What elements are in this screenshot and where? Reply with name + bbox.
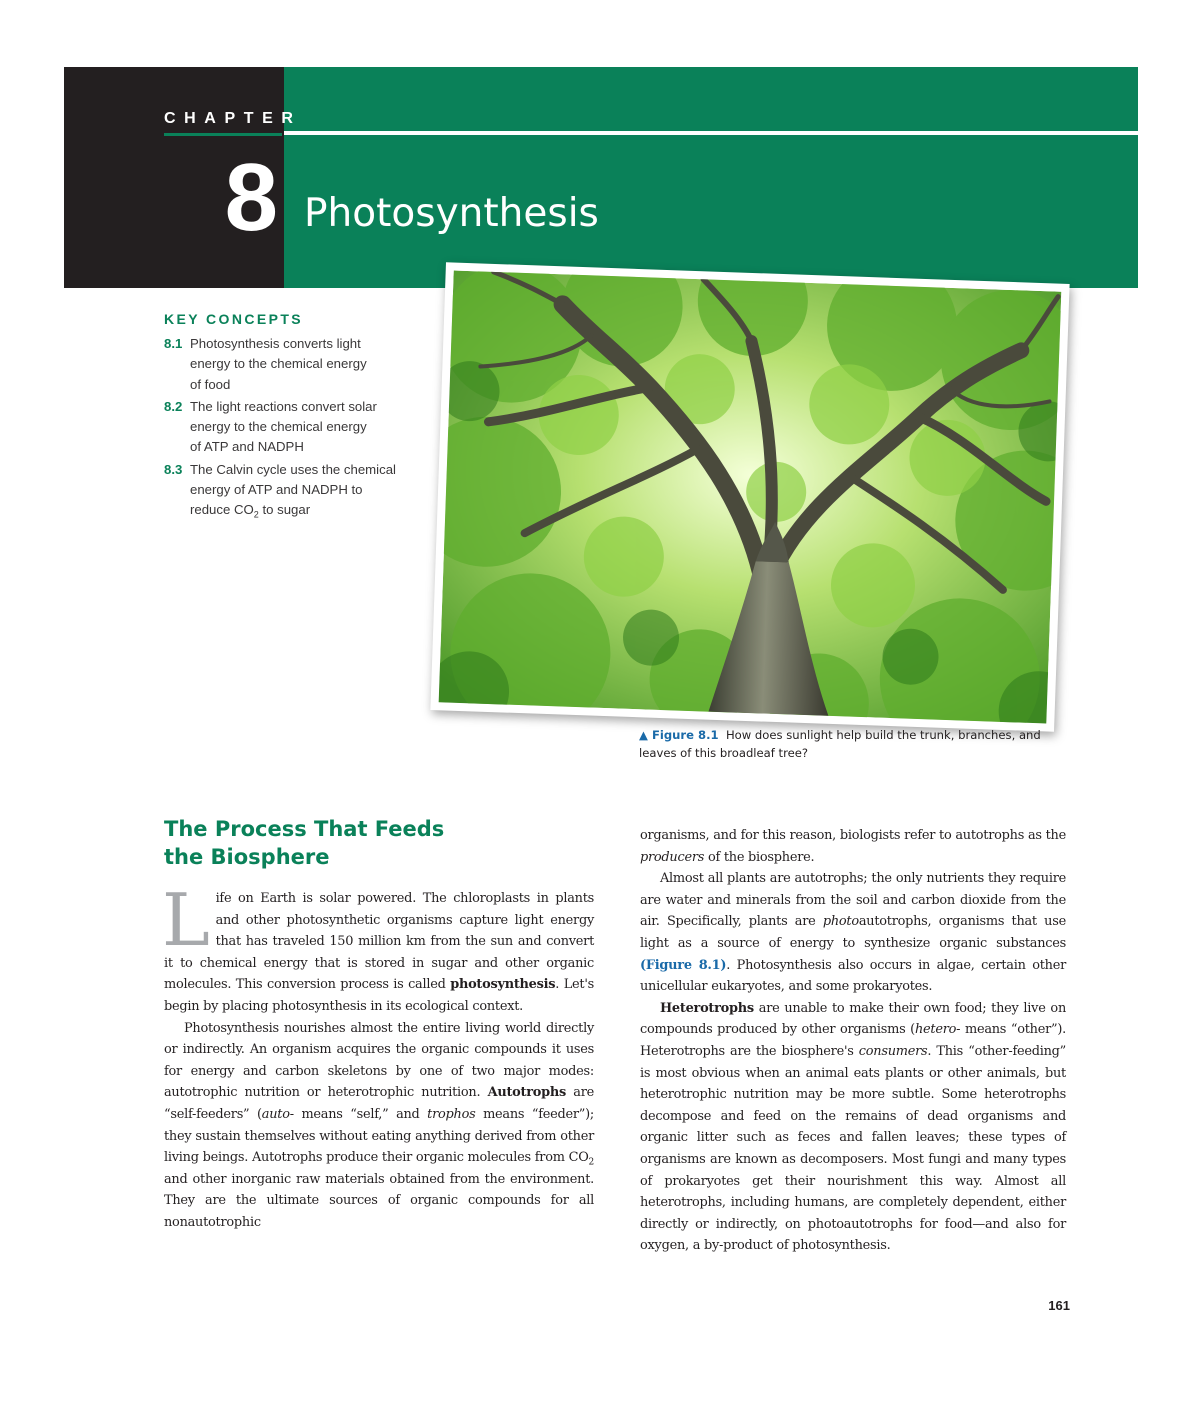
key-concepts-heading: KEY CONCEPTS (164, 311, 304, 327)
chapter-title: Photosynthesis (304, 191, 599, 236)
body-paragraph: organisms, and for this reason, biologists refer to autotrophs as the producers of the biosphere. (640, 828, 1066, 865)
figure-photo-frame (430, 262, 1069, 732)
figure-label: ▲ Figure 8.1 (639, 728, 719, 742)
page-number: 161 (1048, 1298, 1070, 1313)
figure-caption-text: How does sunlight help build the trunk, branches, and leaves of this broadleaf tree? (639, 728, 1041, 760)
key-term: photosynthesis (450, 977, 556, 993)
key-concept-line: The light reactions convert solar (190, 398, 377, 414)
body-paragraph: Heterotrophs are unable to make their own food; they live on compounds produced by other organisms (hetero- means “other”). Heterotrophs are the biosphere's consumers. This “other-feeding” is most obvious when an animal eats plants or other animals, but heterotrophic nutrition may be more subtle. Some heterotrophs decompose and feed on the remains of dead organisms and organic litter such as feces and fallen leaves; these types of organisms are known as decomposers. Most fungi and many types of prokaryotes get their nourishment this way. Almost all heterotrophs, including humans, are completely dependent, either directly or indirectly, on photoautotrophs for food—and also for oxygen, a by-product of photosynthesis. (640, 1000, 1066, 1254)
chapter-number: 8 (224, 144, 276, 251)
key-concept-line: energy to the chemical energy (190, 419, 367, 435)
figure-reference-link[interactable]: (Figure 8.1) (640, 957, 727, 973)
tree-canopy-photo (439, 271, 1062, 724)
key-concept-line: of food (190, 376, 231, 392)
key-concepts-list (164, 334, 434, 527)
key-concept-item (164, 460, 434, 526)
body-column-left (162, 878, 595, 1234)
key-concept-line: reduce $CO_2$ to sugar (190, 502, 311, 521)
key-concept-number: 8.2 (164, 398, 183, 414)
key-concept-line: Photosynthesis converts light (190, 336, 361, 351)
body-paragraph: Almost all plants are autotrophs; the only nutrients they require are water and minerals from the soil and carbon dioxide from the air. Specifically, plants are photoautotrophs, organisms that use light as a source of energy to synthesize organic substances (Figure 8.1). Photosynthesis also occurs in algae, certain other unicellular eukaryotes, and some prokaryotes. (640, 871, 1066, 995)
key-concept-line: The Calvin cycle uses the chemical (190, 461, 396, 477)
key-concept-line: energy of ATP and NADPH to (190, 482, 363, 498)
key-term: Heterotrophs (660, 1000, 754, 1016)
key-concept-line: energy to the chemical energy (190, 356, 367, 372)
key-concept-line: of ATP and NADPH (190, 439, 304, 455)
section-heading: The Process That Feeds the Biosphere (164, 817, 445, 869)
key-concept-item (164, 334, 434, 395)
key-concept-item (164, 397, 434, 458)
chapter-banner-divider (284, 131, 1138, 135)
body-paragraph: Life on Earth is solar powered. The chloroplasts in plants and other photosynthetic organisms capture light energy that has traveled 150 million km from the sun and convert it to chemical energy that is stored in sugar and other organic molecules. This conversion process is called photosynthesis. Let's begin by placing photosynthesis in its ecological context. (162, 878, 594, 1014)
figure-caption (639, 727, 1059, 762)
key-term: Autotrophs (487, 1085, 566, 1101)
drop-cap: L (162, 878, 210, 962)
key-concept-number: 8.1 (164, 336, 183, 351)
chapter-label: CHAPTER (164, 110, 302, 127)
chapter-label-underline (164, 133, 282, 136)
body-paragraph: Photosynthesis nourishes almost the entire living world directly or indirectly. An organism acquires the organic compounds it uses for energy and carbon skeletons by one of two major modes: autotrophic nutrition or heterotrophic nutrition. Autotrophs are “self-feeders” (auto- means “self,” and trophos means “feeder”); they sustain themselves without eating anything derived from other living beings. Autotrophs produce their organic molecules from $CO_2$ and other inorganic raw materials obtained from the environment. They are the ultimate sources of organic compounds for all nonautotrophic (164, 1020, 595, 1230)
key-concept-number: 8.3 (164, 461, 183, 477)
triangle-marker-icon: ▲ (639, 728, 648, 742)
chapter-banner-green-block (284, 67, 1138, 288)
body-column-right (640, 825, 1066, 1257)
